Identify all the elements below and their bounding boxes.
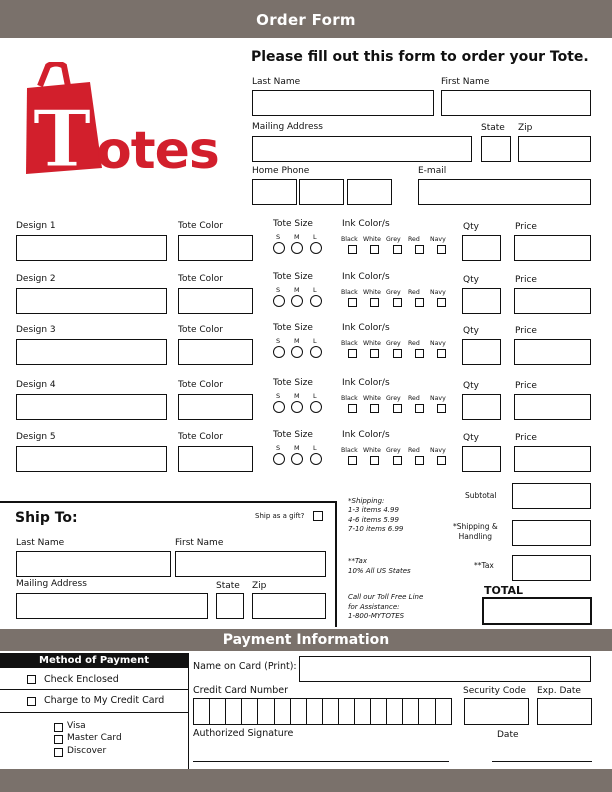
tax-field[interactable]: [512, 555, 591, 581]
ink-color-checkbox[interactable]: [415, 349, 424, 358]
ink-colors-label: Ink Color/s: [342, 323, 390, 333]
credit-card-checkbox[interactable]: [27, 697, 36, 706]
brand-name: otes: [96, 121, 219, 177]
tote-color-label: Tote Color: [178, 274, 223, 284]
size-radio[interactable]: [273, 242, 285, 254]
total-label: TOTAL: [484, 584, 524, 597]
shipping-handling-label: [453, 522, 498, 542]
subtotal-field[interactable]: [512, 483, 591, 509]
ink-color-checkbox[interactable]: [393, 298, 402, 307]
ink-color-name: Grey: [386, 447, 401, 454]
card-digit-cell[interactable]: [306, 698, 324, 725]
state-field[interactable]: [481, 136, 511, 162]
ink-color-checkbox[interactable]: [393, 245, 402, 254]
visa-checkbox[interactable]: [54, 723, 63, 732]
tax-note-line: 10% All US States: [348, 566, 411, 575]
ship-last-name-field[interactable]: [16, 551, 171, 577]
ink-color-checkbox[interactable]: [348, 349, 357, 358]
card-digit-cell[interactable]: [193, 698, 211, 725]
ink-color-checkbox[interactable]: [437, 404, 446, 413]
size-radio[interactable]: [291, 453, 303, 465]
shipping-note-line: 7-10 items 6.99: [348, 525, 404, 533]
ink-color-checkbox[interactable]: [415, 404, 424, 413]
size-radio[interactable]: [273, 346, 285, 358]
ink-color-name: Grey: [386, 395, 401, 402]
ink-color-name: Black: [341, 447, 358, 454]
ship-address-label: Mailing Address: [16, 579, 87, 589]
ink-color-name: Navy: [430, 236, 446, 243]
size-letter: M: [294, 444, 300, 452]
qty-label: Qty: [463, 275, 479, 285]
mailing-address-label: Mailing Address: [252, 122, 323, 132]
mastercard-checkbox[interactable]: [54, 735, 63, 744]
ink-color-name: Navy: [430, 395, 446, 402]
page-title: Order Form: [256, 11, 356, 29]
date-label: Date: [497, 730, 519, 740]
qty-label: Qty: [463, 222, 479, 232]
ink-color-checkbox[interactable]: [437, 349, 446, 358]
card-digit-cell[interactable]: [322, 698, 340, 725]
intro-heading: Please fill out this form to order your Tote.: [251, 49, 589, 65]
price-label: Price: [515, 222, 537, 232]
price-label: Price: [515, 381, 537, 391]
size-letter: L: [313, 392, 317, 400]
design-field[interactable]: [16, 446, 167, 472]
design-label: Design 4: [16, 380, 56, 390]
ink-color-checkbox[interactable]: [415, 245, 424, 254]
phone-area-code-field[interactable]: [252, 179, 297, 205]
state-label: State: [481, 123, 505, 133]
ship-zip-label: Zip: [252, 581, 267, 591]
card-digit-cell[interactable]: [225, 698, 243, 725]
home-phone-label: Home Phone: [252, 166, 310, 176]
design-field[interactable]: [16, 339, 167, 365]
design-label: Design 1: [16, 221, 56, 231]
phone-line-field[interactable]: [347, 179, 392, 205]
qty-label: Qty: [463, 326, 479, 336]
tote-color-field[interactable]: [178, 235, 253, 261]
security-code-label: Security Code: [463, 686, 526, 696]
card-digit-cell[interactable]: [338, 698, 356, 725]
last-name-field[interactable]: [252, 90, 434, 116]
design-field[interactable]: [16, 288, 167, 314]
design-label: Design 2: [16, 274, 56, 284]
card-digit-cell[interactable]: [435, 698, 453, 725]
qty-label: Qty: [463, 433, 479, 443]
header-bar: [0, 0, 612, 38]
price-field[interactable]: [514, 339, 591, 365]
qty-field[interactable]: [462, 394, 501, 420]
price-field[interactable]: [514, 235, 591, 261]
check-enclosed-checkbox[interactable]: [27, 675, 36, 684]
ship-address-field[interactable]: [16, 593, 208, 619]
qty-field[interactable]: [462, 288, 501, 314]
tote-size-label: Tote Size: [273, 378, 313, 388]
ink-color-name: White: [363, 395, 381, 402]
size-letter: S: [276, 444, 281, 452]
method-divider: [188, 653, 189, 770]
size-letter: S: [276, 286, 281, 294]
tax-label: **Tax: [474, 561, 494, 570]
ink-color-checkbox[interactable]: [370, 245, 379, 254]
ink-color-name: White: [363, 340, 381, 347]
tote-color-field[interactable]: [178, 339, 253, 365]
size-radio[interactable]: [273, 453, 285, 465]
ink-colors-label: Ink Color/s: [342, 430, 390, 440]
size-radio[interactable]: [310, 453, 322, 465]
ship-gift-checkbox[interactable]: [313, 511, 323, 521]
qty-label: Qty: [463, 381, 479, 391]
card-digit-cell[interactable]: [241, 698, 259, 725]
size-radio[interactable]: [310, 295, 322, 307]
price-label: Price: [515, 275, 537, 285]
card-digit-cell[interactable]: [386, 698, 404, 725]
shipping-handling-field[interactable]: [512, 520, 591, 546]
tote-color-field[interactable]: [178, 446, 253, 472]
ink-color-checkbox[interactable]: [437, 456, 446, 465]
ink-color-name: Grey: [386, 236, 401, 243]
tote-size-label: Tote Size: [273, 323, 313, 333]
shipping-handling-line-2: Handling: [458, 532, 493, 541]
tote-color-label: Tote Color: [178, 432, 223, 442]
size-radio[interactable]: [291, 295, 303, 307]
tote-color-label: Tote Color: [178, 325, 223, 335]
ink-color-checkbox[interactable]: [348, 245, 357, 254]
card-digit-cell[interactable]: [402, 698, 420, 725]
ink-color-name: White: [363, 447, 381, 454]
credit-card-label: Charge to My Credit Card: [44, 695, 165, 706]
tax-note-title: **Tax: [348, 557, 367, 565]
shipping-note-line: 4-6 items 5.99: [348, 515, 399, 524]
tote-color-field[interactable]: [178, 394, 253, 420]
ship-last-name-label: Last Name: [16, 538, 65, 548]
ink-color-name: Black: [341, 340, 358, 347]
size-letter: L: [313, 444, 317, 452]
qty-field[interactable]: [462, 339, 501, 365]
ink-color-name: Red: [408, 395, 420, 402]
price-field[interactable]: [514, 394, 591, 420]
ink-color-name: Navy: [430, 289, 446, 296]
tote-color-label: Tote Color: [178, 221, 223, 231]
ink-color-checkbox[interactable]: [393, 404, 402, 413]
ink-color-checkbox[interactable]: [348, 298, 357, 307]
ink-color-checkbox[interactable]: [370, 298, 379, 307]
first-name-label: First Name: [441, 77, 490, 87]
ink-color-name: Red: [408, 340, 420, 347]
exp-date-label: Exp. Date: [537, 686, 581, 696]
size-letter: L: [313, 286, 317, 294]
svg-text:T: T: [32, 94, 92, 177]
size-radio[interactable]: [310, 401, 322, 413]
card-digit-cell[interactable]: [257, 698, 275, 725]
discover-checkbox[interactable]: [54, 748, 63, 757]
qty-field[interactable]: [462, 235, 501, 261]
ink-color-checkbox[interactable]: [370, 349, 379, 358]
card-digit-cell[interactable]: [418, 698, 436, 725]
price-field[interactable]: [514, 446, 591, 472]
ink-color-name: Red: [408, 447, 420, 454]
ink-color-name: White: [363, 236, 381, 243]
ink-colors-label: Ink Color/s: [342, 219, 390, 229]
method-separator: [0, 712, 188, 713]
card-digit-cell[interactable]: [209, 698, 227, 725]
size-radio[interactable]: [291, 242, 303, 254]
size-radio[interactable]: [310, 242, 322, 254]
card-digit-cell[interactable]: [354, 698, 372, 725]
date-line[interactable]: [492, 761, 592, 762]
size-letter: M: [294, 286, 300, 294]
subtotal-label: Subtotal: [465, 491, 497, 500]
design-label: Design 5: [16, 432, 56, 442]
discover-label: Discover: [67, 746, 107, 756]
payment-bar: [0, 629, 612, 651]
design-field[interactable]: [16, 394, 167, 420]
ink-color-checkbox[interactable]: [437, 245, 446, 254]
size-letter: M: [294, 337, 300, 345]
card-digit-cell[interactable]: [370, 698, 388, 725]
size-letter: S: [276, 337, 281, 345]
name-on-card-field[interactable]: [299, 656, 591, 682]
ink-color-checkbox[interactable]: [348, 456, 357, 465]
call-note-line: Call our Toll Free Line: [348, 593, 424, 601]
phone-prefix-field[interactable]: [299, 179, 344, 205]
check-enclosed-label: Check Enclosed: [44, 674, 119, 685]
size-radio[interactable]: [291, 346, 303, 358]
ink-color-name: Black: [341, 289, 358, 296]
ship-zip-field[interactable]: [252, 593, 326, 619]
ink-color-checkbox[interactable]: [415, 456, 424, 465]
ship-state-label: State: [216, 581, 240, 591]
total-field[interactable]: [482, 597, 592, 625]
ink-color-name: Navy: [430, 447, 446, 454]
ink-color-name: Red: [408, 236, 420, 243]
shipping-note-line: 1-3 items 4.99: [348, 506, 399, 514]
ink-color-name: Grey: [386, 289, 401, 296]
card-number-label: Credit Card Number: [193, 685, 288, 696]
mastercard-label: Master Card: [67, 733, 122, 743]
qty-field[interactable]: [462, 446, 501, 472]
ship-first-name-label: First Name: [175, 538, 224, 548]
size-radio[interactable]: [310, 346, 322, 358]
price-label: Price: [515, 326, 537, 336]
tote-size-label: Tote Size: [273, 272, 313, 282]
card-digit-cell[interactable]: [290, 698, 308, 725]
ink-color-checkbox[interactable]: [370, 456, 379, 465]
last-name-label: Last Name: [252, 77, 301, 87]
tote-color-label: Tote Color: [178, 380, 223, 390]
method-title: Method of Payment: [39, 655, 149, 666]
size-letter: M: [294, 392, 300, 400]
ink-color-checkbox[interactable]: [437, 298, 446, 307]
mailing-address-field[interactable]: [252, 136, 472, 162]
ink-color-checkbox[interactable]: [415, 298, 424, 307]
size-letter: S: [276, 233, 281, 241]
call-note-line: for Assistance:: [348, 602, 400, 611]
first-name-field[interactable]: [441, 90, 591, 116]
exp-date-field[interactable]: [537, 698, 592, 725]
visa-label: Visa: [67, 721, 86, 731]
tote-color-field[interactable]: [178, 288, 253, 314]
ink-colors-label: Ink Color/s: [342, 272, 390, 282]
payment-title: Payment Information: [222, 632, 390, 648]
bag-handle: [40, 64, 68, 87]
ink-color-name: Grey: [386, 340, 401, 347]
size-letter: S: [276, 392, 281, 400]
ink-color-name: Black: [341, 236, 358, 243]
zip-field[interactable]: [518, 136, 591, 162]
card-digit-cell[interactable]: [274, 698, 292, 725]
design-label: Design 3: [16, 325, 56, 335]
signature-label: Authorized Signature: [193, 728, 294, 739]
ink-color-checkbox[interactable]: [370, 404, 379, 413]
ink-color-name: Black: [341, 395, 358, 402]
ship-first-name-field[interactable]: [175, 551, 326, 577]
price-label: Price: [515, 433, 537, 443]
size-radio[interactable]: [291, 401, 303, 413]
ship-to-title: Ship To:: [15, 510, 78, 526]
ship-gift-label: Ship as a gift?: [255, 512, 305, 520]
call-note-line: 1-800-MYTOTES: [348, 612, 405, 620]
size-letter: M: [294, 233, 300, 241]
shipping-handling-line-1: *Shipping &: [453, 522, 498, 531]
email-field[interactable]: [418, 179, 591, 205]
name-on-card-label: Name on Card (Print):: [193, 661, 297, 672]
price-field[interactable]: [514, 288, 591, 314]
design-field[interactable]: [16, 235, 167, 261]
zip-label: Zip: [518, 123, 533, 133]
signature-line[interactable]: [193, 761, 449, 762]
totes-logo: [22, 62, 232, 177]
security-code-field[interactable]: [464, 698, 529, 725]
ink-color-checkbox[interactable]: [393, 456, 402, 465]
size-radio[interactable]: [273, 295, 285, 307]
size-letter: L: [313, 337, 317, 345]
tote-size-label: Tote Size: [273, 219, 313, 229]
ink-colors-label: Ink Color/s: [342, 378, 390, 388]
ink-color-name: Navy: [430, 340, 446, 347]
ink-color-checkbox[interactable]: [348, 404, 357, 413]
footer-bar: [0, 769, 612, 792]
size-letter: L: [313, 233, 317, 241]
ink-color-name: White: [363, 289, 381, 296]
method-header: [0, 653, 188, 668]
ink-color-name: Red: [408, 289, 420, 296]
tote-size-label: Tote Size: [273, 430, 313, 440]
ink-color-checkbox[interactable]: [393, 349, 402, 358]
ship-state-field[interactable]: [216, 593, 244, 619]
email-label: E-mail: [418, 166, 447, 176]
size-radio[interactable]: [273, 401, 285, 413]
shipping-note-title: *Shipping:: [348, 497, 385, 505]
method-separator: [0, 689, 188, 690]
